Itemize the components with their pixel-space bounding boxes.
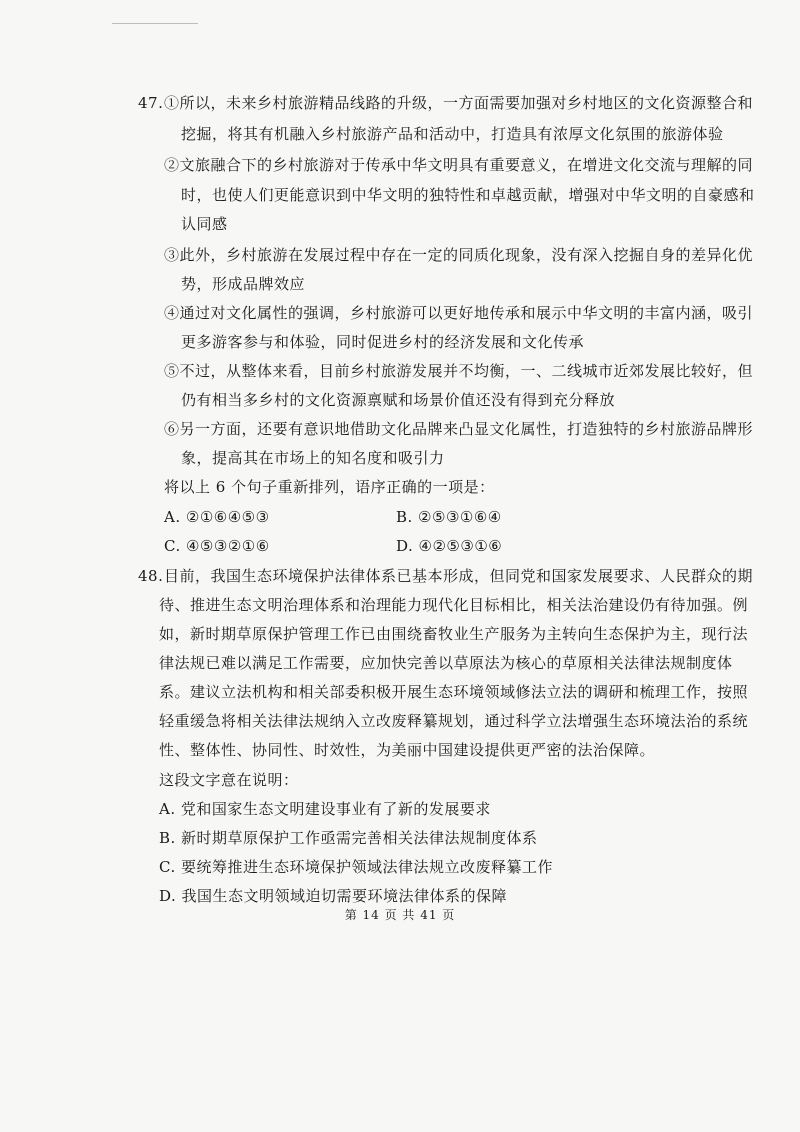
sentence-5-line-1: ⑤不过，从整体来看，目前乡村旅游发展并不均衡，一、二线城市近郊发展比较好，但 — [164, 362, 754, 380]
passage-line-6: 轻重缓急将相关法律法规纳入立改废释纂规划，通过科学立法增强生态环境法治的系统 — [159, 712, 749, 730]
passage-line-3: 如，新时期草原保护管理工作已由围绕畜牧业生产服务为主转向生态保护为主，现行法 — [159, 625, 749, 643]
option-c[interactable]: C. ④⑤③②①⑥ — [164, 537, 270, 555]
scan-artifact-line — [112, 23, 198, 24]
sentence-5-line-2: 仍有相当多乡村的文化资源禀赋和场景价值还没有得到充分释放 — [181, 391, 616, 409]
sentence-1-line-2: 挖掘，将其有机融入乡村旅游产品和活动中，打造具有浓厚文化氛围的旅游体验 — [181, 125, 724, 143]
sentence-2-line-1: ②文旅融合下的乡村旅游对于传承中华文明具有重要意义，在增进文化交流与理解的同 — [164, 156, 754, 174]
option-b[interactable]: B. ②⑤③①⑥④ — [396, 508, 502, 526]
sentence-3-line-2: 势，形成品牌效应 — [181, 275, 306, 293]
option-b[interactable]: B. 新时期草原保护工作亟需完善相关法律法规制度体系 — [159, 829, 538, 847]
option-a[interactable]: A. ②①⑥④⑤③ — [164, 508, 270, 526]
sentence-4-line-2: 更多游客参与和体验，同时促进乡村的经济发展和文化传承 — [181, 333, 585, 351]
option-d[interactable]: D. ④②⑤③①⑥ — [396, 537, 503, 555]
passage-line-1: 目前，我国生态环境保护法律体系已基本形成，但同党和国家发展要求、人民群众的期 — [164, 567, 754, 585]
sentence-3-line-1: ③此外，乡村旅游在发展过程中存在一定的同质化现象，没有深入挖掘自身的差异化优 — [164, 246, 754, 264]
sentence-4-line-1: ④通过对文化属性的强调，乡村旅游可以更好地传承和展示中华文明的丰富内涵，吸引 — [164, 304, 754, 322]
sentence-6-line-2: 象，提高其在市场上的知名度和吸引力 — [181, 449, 445, 467]
question-stem: 这段文字意在说明： — [159, 771, 299, 789]
sentence-6-line-1: ⑥另一方面，还要有意识地借助文化品牌来凸显文化属性，打造独特的乡村旅游品牌形 — [164, 420, 754, 438]
option-d[interactable]: D. 我国生态文明领域迫切需要环境法律体系的保障 — [159, 887, 508, 905]
passage-line-4: 律法规已难以满足工作需要，应加快完善以草原法为核心的草原相关法律法规制度体 — [159, 654, 733, 672]
sentence-1-line-1: ①所以，未来乡村旅游精品线路的升级，一方面需要加强对乡村地区的文化资源整合和 — [164, 94, 754, 112]
passage-line-5: 系。建议立法机构和相关部委积极开展生态环境领域修法立法的调研和梳理工作，按照 — [159, 683, 749, 701]
sentence-2-line-2: 时，也使人们更能意识到中华文明的独特性和卓越贡献，增强对中华文明的自豪感和 — [181, 186, 755, 204]
option-c[interactable]: C. 要统筹推进生态环境保护领域法律法规立改废释纂工作 — [159, 858, 553, 876]
sentence-2-line-3: 认同感 — [181, 215, 228, 233]
passage-line-7: 性、整体性、协同性、时效性，为美丽中国建设提供更严密的法治保障。 — [159, 741, 656, 759]
page-footer: 第 14 页 共 41 页 — [344, 908, 456, 922]
option-a[interactable]: A. 党和国家生态文明建设事业有了新的发展要求 — [159, 800, 491, 818]
question-stem: 将以上 6 个句子重新排列，语序正确的一项是： — [164, 478, 495, 496]
passage-line-2: 待、推进生态文明治理体系和治理能力现代化目标相比，相关法治建设仍有待加强。例 — [159, 596, 749, 614]
question-number: 47. — [138, 94, 164, 112]
question-number: 48. — [138, 567, 164, 585]
